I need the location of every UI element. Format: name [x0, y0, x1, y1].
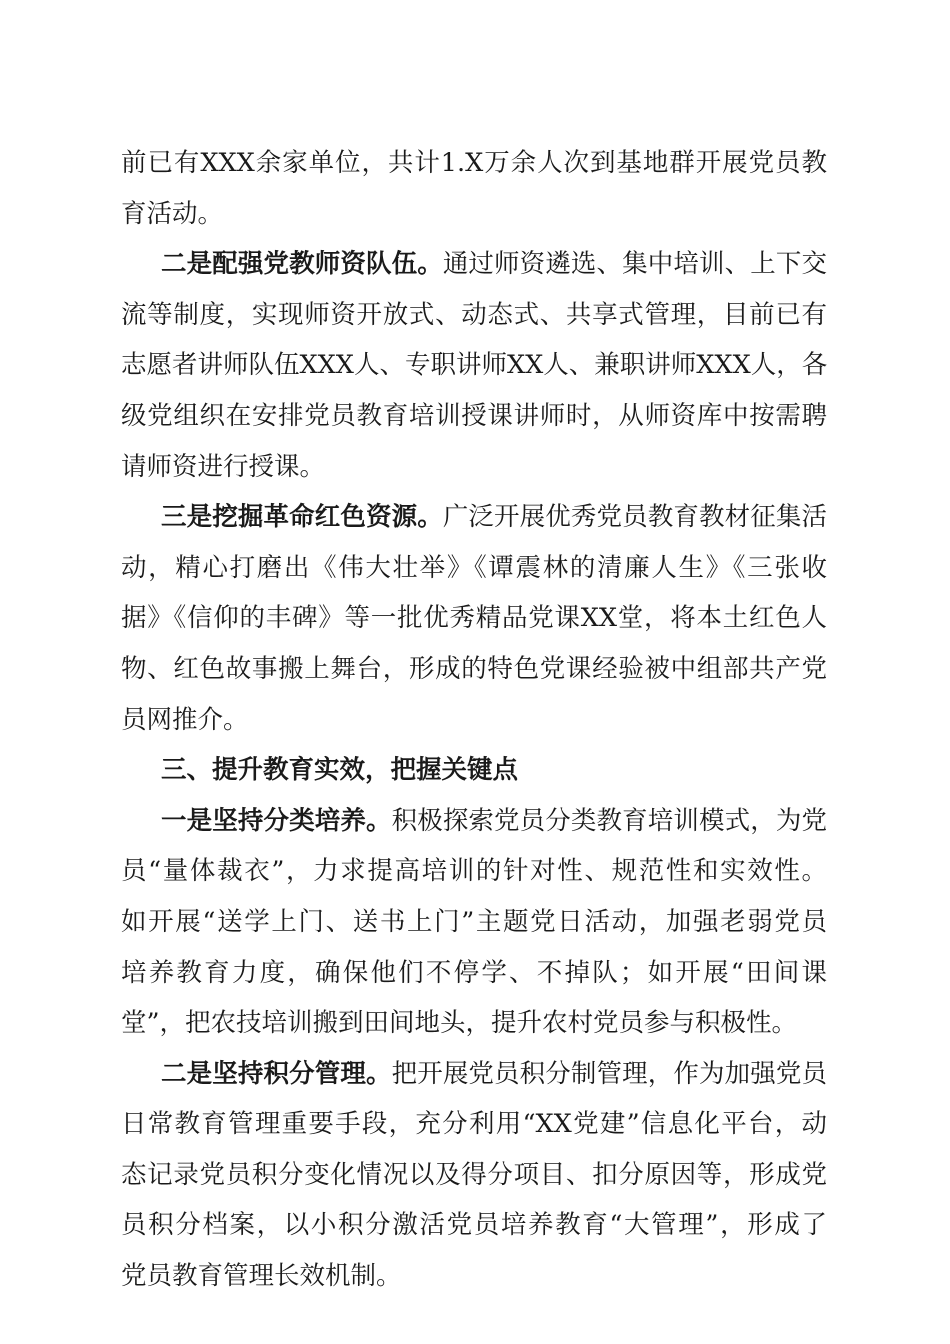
paragraph-2-line-5: 请师资进行授课。: [121, 451, 326, 482]
paragraph-5-line-1-rest: 把开展党员积分制管理，作为加强党员: [391, 1058, 827, 1089]
paragraph-5-line-4: 员积分档案，以小积分激活党员培养教育“大管理”，形成了: [121, 1210, 827, 1241]
document-page: [121, 138, 827, 1302]
section-heading: 三、提升教育实效，把握关键点: [161, 755, 519, 786]
paragraph-1-line-2: 育活动。: [121, 198, 224, 229]
paragraph-3-line-2: 动，精心打磨出《伟大壮举》《谭震林的清廉人生》《三张收: [121, 552, 827, 583]
paragraph-3-line-3: 据》《信仰的丰碑》等一批优秀精品党课XX堂，将本土红色人: [121, 603, 827, 634]
paragraph-5-line-2: 日常教育管理重要手段，充分利用“XX党建”信息化平台，动: [121, 1109, 827, 1140]
paragraph-4-line-3: 如开展“送学上门、送书上门”主题党日活动，加强老弱党员: [121, 906, 827, 937]
paragraph-2-line-1-rest: 通过师资遴选、集中培训、上下交: [442, 249, 827, 280]
paragraph-3-line-4: 物、红色故事搬上舞台，形成的特色党课经验被中组部共产党: [121, 653, 827, 684]
paragraph-4-line-1: [121, 796, 827, 847]
paragraph-4-line-4: 培养教育力度，确保他们不停学、不掉队；如开展“田间课: [121, 957, 827, 988]
paragraph-1-line-1: 前已有XXX余家单位，共计1.X万余人次到基地群开展党员教: [121, 148, 827, 178]
paragraph-5-line-1: [121, 1049, 827, 1100]
paragraph-5-lead: 二是坚持积分管理。: [161, 1058, 392, 1089]
paragraph-2-line-3: 志愿者讲师队伍XXX人、专职讲师XX人、兼职讲师XXX人，各: [121, 350, 827, 381]
paragraph-4-lead: 一是坚持分类培养。: [161, 805, 392, 836]
paragraph-5-line-3: 态记录党员积分变化情况以及得分项目、扣分原因等，形成党: [121, 1159, 827, 1190]
paragraph-3-line-1-rest: 广泛开展优秀党员教育教材征集活: [442, 502, 827, 533]
paragraph-5-line-5: 党员教育管理长效机制。: [121, 1261, 402, 1292]
paragraph-3-lead: 三是挖掘革命红色资源。: [161, 502, 443, 533]
paragraph-4-line-1-rest: 积极探索党员分类教育培训模式，为党: [391, 805, 827, 836]
paragraph-2-line-2: 流等制度，实现师资开放式、动态式、共享式管理，目前已有: [121, 299, 827, 330]
paragraph-2-lead: 二是配强党教师资队伍。: [161, 249, 443, 280]
paragraph-4-line-5: 堂”，把农技培训搬到田间地头，提升农村党员参与积极性。: [121, 1008, 798, 1039]
paragraph-3-line-1: [121, 492, 827, 543]
paragraph-2-line-1: [121, 239, 827, 290]
paragraph-3-line-5: 员网推介。: [121, 704, 249, 735]
paragraph-4-line-2: 员“量体裁衣”，力求提高培训的针对性、规范性和实效性。: [121, 856, 827, 887]
paragraph-2-line-4: 级党组织在安排党员教育培训授课讲师时，从师资库中按需聘: [121, 400, 827, 431]
